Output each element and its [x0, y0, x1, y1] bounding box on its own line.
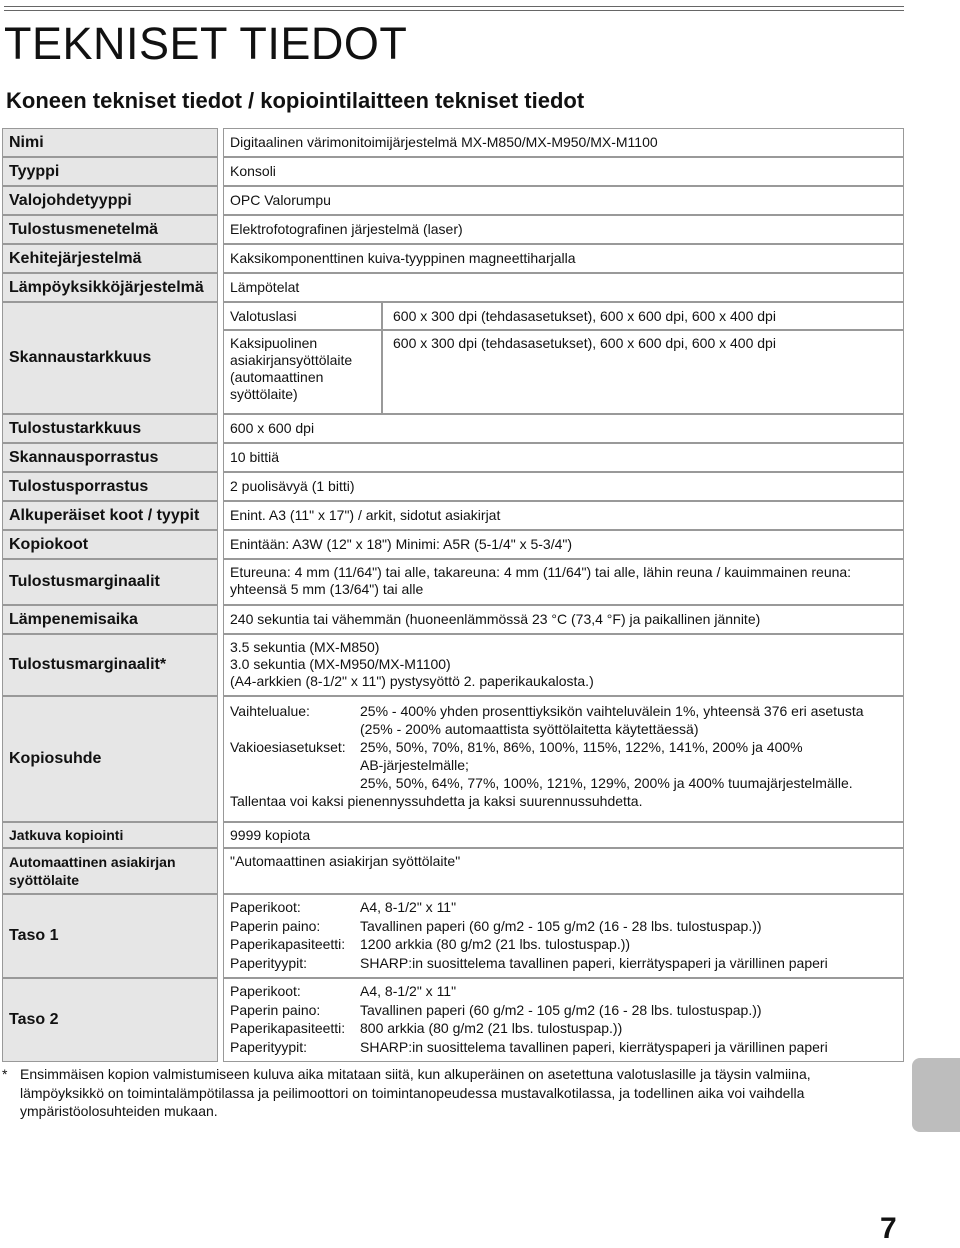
automaattinen-label-line1: Automaattinen asiakirjan [9, 854, 176, 870]
taso2-tyypit-value: SHARP:in suosittelema tavallinen paperi, kierrätyspaperi ja värillinen paperi [360, 1038, 828, 1055]
label-tulostusporrastus: Tulostusporrastus [2, 472, 218, 501]
label-skannausporrastus: Skannausporrastus [2, 443, 218, 472]
skannaus-syottolaite-value: 600 x 300 dpi (tehdasasetukset), 600 x 600 dpi, 600 x 400 dpi [382, 330, 904, 414]
page-title: TEKNISET TIEDOT [4, 18, 408, 69]
marginaalit-line1: Etureuna: 4 mm (11/64") tai alle, takareuna: 4 mm (11/64") tai alle, lähin reuna / kauimmainen reuna: [230, 564, 852, 580]
marginaalit-line2: yhteensä 5 mm (13/64") tai alle [230, 581, 424, 597]
taso2-paino-value: Tavallinen paperi (60 g/m2 - 105 g/m2 (16 - 28 lbs. tulostuspap.)) [360, 1001, 762, 1018]
value-tyyppi: Konsoli [223, 157, 904, 186]
taso2-paperikoot [230, 982, 903, 1001]
footnote [2, 1065, 897, 1121]
kopiosuhde-vaihtelualue-value [360, 702, 903, 738]
skannaus-syottolaite-line4: syöttölaite) [230, 386, 298, 402]
label-automaattinen-syottolaite [2, 848, 218, 894]
value-tulostusmarginaalit-star [223, 634, 904, 696]
taso2-paino-key: Paperin paino: [230, 1001, 321, 1018]
taso2-tyypit-key: Paperityypit: [230, 1038, 308, 1055]
kopiosuhde-vaihtelualue-key: Vaihtelualue: [230, 703, 310, 719]
label-kopiosuhde: Kopiosuhde [2, 696, 218, 822]
label-alkuperaiset-koot: Alkuperäiset koot / tyypit [2, 501, 218, 530]
taso1-paperityypit [230, 954, 903, 973]
value-alkuperaiset-koot: Enint. A3 (11" x 17") / arkit, sidotut asiakirjat [223, 501, 904, 530]
marginaalit-star-line3: (A4-arkkien (8-1/2" x 11") pystysyöttö 2. paperikaukalosta.) [230, 673, 594, 689]
value-taso-2 [223, 978, 904, 1062]
kopiosuhde-note: Tallentaa voi kaksi pienennyssuhdetta ja kaksi suurennussuhdetta. [230, 793, 643, 809]
marginaalit-star-line2: 3.0 sekuntia (MX-M950/MX-M1100) [230, 656, 451, 672]
taso2-paperikoot-value: A4, 8-1/2" x 11" [360, 983, 457, 999]
label-taso-1: Taso 1 [2, 894, 218, 978]
kopiosuhde-v1a: 25% - 400% yhden prosenttiyksikön vaihteluvälein 1%, yhteensä 376 eri asetusta [360, 703, 864, 719]
value-tulostustarkkuus: 600 x 600 dpi [223, 414, 904, 443]
kopiosuhde-v1b: (25% - 200% automaattista syöttölaitetta käytettäessä) [360, 721, 699, 737]
label-tyyppi: Tyyppi [2, 157, 218, 186]
taso1-paino-key: Paperin paino: [230, 917, 321, 934]
label-kehitejarjestelma: Kehitejärjestelmä [2, 244, 218, 273]
skannaus-syottolaite-line2: asiakirjansyöttölaite [230, 352, 353, 368]
value-nimi: Digitaalinen värimonitoimijärjestelmä MX-M850/MX-M950/MX-M1100 [223, 128, 904, 157]
kopiosuhde-vakioesiasetukset [230, 738, 903, 792]
label-jatkuva-kopiointi: Jatkuva kopiointi [2, 822, 218, 848]
value-kopiokoot: Enintään: A3W (12" x 18") Minimi: A5R (5-1/4" x 5-3/4") [223, 530, 904, 559]
automaattinen-label-line2: syöttölaite [9, 872, 80, 888]
value-tulostusmarginaalit [223, 559, 904, 605]
label-nimi: Nimi [2, 128, 218, 157]
top-rule [4, 6, 904, 11]
label-tulostusmarginaalit: Tulostusmarginaalit [2, 559, 218, 605]
footnote-text: Ensimmäisen kopion valmistumiseen kuluva aika mitataan siitä, kun alkuperäinen on asetettuna valotuslasille ja täysin valmiina, lämpöyksikkö on toimintalämpötilassa ja peilimoottori on toimintanopeudessa mustavalkotilassa, ja todellinen aika voi vaihdella ympäristöolosuhteiden mukaan. [20, 1066, 811, 1119]
skannaus-syottolaite-line1: Kaksipuolinen [230, 335, 318, 351]
taso2-paperityypit [230, 1038, 903, 1057]
taso1-tyypit-value: SHARP:in suosittelema tavallinen paperi, kierrätyspaperi ja värillinen paperi [360, 954, 828, 971]
value-lampoyksikkojarjestelma: Lämpötelat [223, 273, 904, 302]
kopiosuhde-vakio-key: Vakioesiasetukset: [230, 739, 346, 755]
value-valojohdetyyppi: OPC Valorumpu [223, 186, 904, 215]
taso1-kapasiteetti-key: Paperikapasiteetti: [230, 936, 346, 952]
label-kopiokoot: Kopiokoot [2, 530, 218, 559]
label-lampenemisaika: Lämpenemisaika [2, 605, 218, 634]
label-lampoyksikkojarjestelma: Lämpöyksikköjärjestelmä [2, 273, 218, 302]
footnote-marker: * [2, 1066, 8, 1082]
taso1-paperikoot-key: Paperikoot: [230, 899, 301, 915]
chapter-tab [912, 1058, 960, 1132]
taso1-paperikoot-value: A4, 8-1/2" x 11" [360, 899, 457, 915]
value-automaattinen-syottolaite: "Automaattinen asiakirjan syöttölaite" [223, 848, 904, 894]
kopiosuhde-v2c: 25%, 50%, 64%, 77%, 100%, 121%, 129%, 200% ja 400% tuumajärjestelmälle. [360, 775, 853, 791]
taso1-paino-value: Tavallinen paperi (60 g/m2 - 105 g/m2 (16 - 28 lbs. tulostuspap.)) [360, 917, 762, 934]
kopiosuhde-v2b: AB-järjestelmälle; [360, 757, 469, 773]
taso2-kapasiteetti [230, 1019, 903, 1038]
skannaus-valotuslasi-value: 600 x 300 dpi (tehdasasetukset), 600 x 600 dpi, 600 x 400 dpi [382, 302, 904, 330]
taso2-kapasiteetti-key: Paperikapasiteetti: [230, 1020, 346, 1036]
value-lampenemisaika: 240 sekuntia tai vähemmän (huoneenlämmössä 23 °C (73,4 °F) ja paikallinen jännite) [223, 605, 904, 634]
value-jatkuva-kopiointi: 9999 kopiota [223, 822, 904, 848]
label-tulostustarkkuus: Tulostustarkkuus [2, 414, 218, 443]
value-kehitejarjestelma: Kaksikomponenttinen kuiva-tyyppinen magneettiharjalla [223, 244, 904, 273]
marginaalit-star-line1: 3.5 sekuntia (MX-M850) [230, 639, 380, 655]
page-number: 7 [880, 1212, 897, 1245]
taso2-kapasiteetti-value: 800 arkkia (80 g/m2 (21 lbs. tulostuspap.)) [360, 1020, 623, 1036]
label-tulostusmenetelma: Tulostusmenetelmä [2, 215, 218, 244]
taso1-paperikoot [230, 898, 903, 917]
skannaus-syottolaite-line3: (automaattinen [230, 369, 324, 385]
taso1-paperin-paino [230, 917, 903, 936]
value-tulostusmenetelma: Elektrofotografinen järjestelmä (laser) [223, 215, 904, 244]
taso1-kapasiteetti-value: 1200 arkkia (80 g/m2 (21 lbs. tulostuspap.)) [360, 936, 631, 952]
taso1-tyypit-key: Paperityypit: [230, 954, 308, 971]
section-title: Koneen tekniset tiedot / kopiointilaitteen tekniset tiedot [6, 88, 585, 113]
skannaus-syottolaite-label [223, 330, 382, 414]
label-valojohdetyyppi: Valojohdetyyppi [2, 186, 218, 215]
label-tulostusmarginaalit-star: Tulostusmarginaalit* [2, 634, 218, 696]
taso2-paperin-paino [230, 1001, 903, 1020]
label-taso-2: Taso 2 [2, 978, 218, 1062]
kopiosuhde-vakio-value [360, 738, 903, 792]
kopiosuhde-vaihtelualue [230, 702, 903, 738]
kopiosuhde-v2a: 25%, 50%, 70%, 81%, 86%, 100%, 115%, 122%, 141%, 200% ja 400% [360, 739, 803, 755]
value-taso-1 [223, 894, 904, 978]
value-kopiosuhde [223, 696, 904, 822]
value-skannausporrastus: 10 bittiä [223, 443, 904, 472]
taso2-paperikoot-key: Paperikoot: [230, 983, 301, 999]
value-tulostusporrastus: 2 puolisävyä (1 bitti) [223, 472, 904, 501]
taso1-kapasiteetti [230, 935, 903, 954]
skannaus-valotuslasi-label: Valotuslasi [223, 302, 382, 330]
label-skannaustarkkuus: Skannaustarkkuus [2, 302, 218, 414]
